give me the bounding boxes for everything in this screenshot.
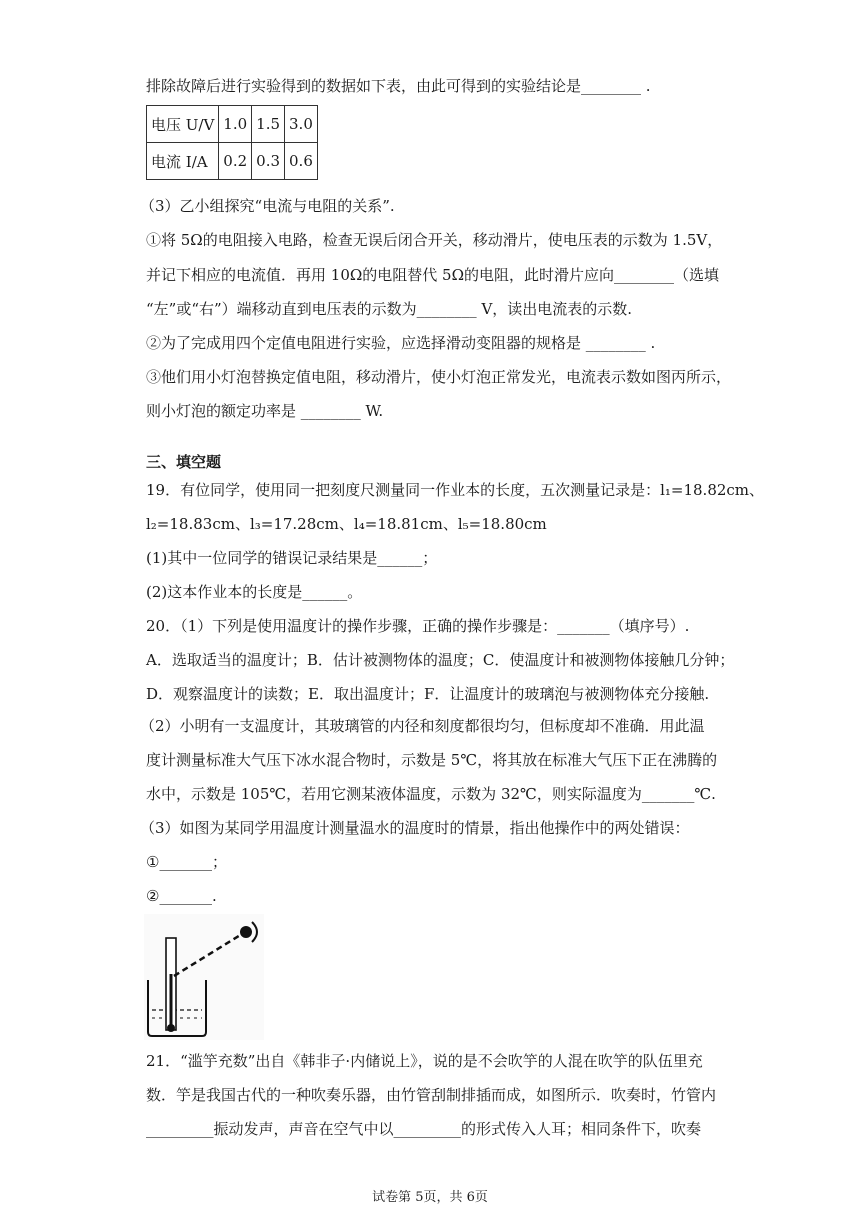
table-cell: 电流 I/A [147, 143, 219, 180]
section-title: 三、填空题 [146, 453, 222, 471]
q18-line: （3）乙小组探究“电流与电阻的关系”. [140, 197, 395, 215]
q21-line: 数．竽是我国古代的一种吹奏乐器，由竹管刮制排插而成，如图所示．吹奏时，竹管内 [146, 1086, 717, 1104]
q20-line: ①_______； [146, 853, 227, 871]
intro-line: 排除故障后进行实验得到的数据如下表，由此可得到的实验结论是________ . [146, 77, 651, 95]
q20-line: （3）如图为某同学用温度计测量温水的温度时的情景，指出他操作中的两处错误： [140, 819, 690, 837]
q20-line: ②_______. [146, 887, 217, 905]
q20-line: A．选取适当的温度计；B．估计被测物体的温度；C．使温度计和被测物体接触几分钟； [146, 651, 735, 669]
q20-line: （2）小明有一支温度计，其玻璃管的内径和刻度都很均匀，但标度却不准确．用此温 [140, 717, 705, 735]
table-cell: 1.5 [252, 106, 285, 143]
q20-line: 度计测量标准大气压下冰水混合物时，示数是 5℃，将其放在标准大气压下正在沸腾的 [146, 751, 718, 769]
eye-icon [240, 926, 252, 938]
thermometer-figure [144, 914, 264, 1040]
q21-line: 21．“滥竽充数”出自《韩非子·内储说上》，说的是不会吹竽的人混在吹竽的队伍里充 [146, 1052, 703, 1070]
q18-line: 并记下相应的电流值．再用 10Ω的电阻替代 5Ω的电阻，此时滑片应向________（选填 [146, 266, 720, 284]
q19-line: (2)这本作业本的长度是______。 [146, 583, 363, 601]
table-cell: 0.6 [285, 143, 318, 180]
q20-line: 水中，示数是 105℃，若用它测某液体温度，示数为 32℃，则实际温度为_______℃. [146, 785, 716, 803]
q19-line: (1)其中一位同学的错误记录结果是______； [146, 549, 438, 567]
q18-line: ③他们用小灯泡替换定值电阻，移动滑片，使小灯泡正常发光，电流表示数如图丙所示， [146, 368, 732, 386]
table-cell: 0.2 [219, 143, 252, 180]
q18-line: “左”或“右”）端移动直到电压表的示数为________ V，读出电流表的示数. [146, 300, 633, 318]
table-row [147, 143, 318, 180]
thermometer-bulb [167, 1024, 175, 1032]
q21-line: _________振动发声，声音在空气中以_________的形式传入人耳；相同条件下，吹奏 [146, 1120, 702, 1138]
table-row [147, 106, 318, 143]
data-table [146, 105, 318, 180]
q19-line: 19．有位同学，使用同一把刻度尺测量同一作业本的长度，五次测量记录是：l₁=18.82cm、 [146, 481, 765, 499]
q20-line: D．观察温度计的读数；E．取出温度计；F．让温度计的玻璃泡与被测物体充分接触. [146, 685, 710, 703]
q19-line: l₂=18.83cm、l₃=17.28cm、l₄=18.81cm、l₅=18.80cm [146, 515, 547, 533]
table-cell: 1.0 [219, 106, 252, 143]
q18-line: ②为了完成用四个定值电阻进行实验，应选择滑动变阻器的规格是 ________ . [146, 334, 656, 352]
table-cell: 3.0 [285, 106, 318, 143]
table-cell: 0.3 [252, 143, 285, 180]
page-footer: 试卷第 5页，共 6页 [372, 1190, 488, 1205]
q18-line: ①将 5Ω的电阻接入电路，检查无误后闭合开关，移动滑片，使电压表的示数为 1.5V， [146, 231, 723, 249]
q20-line: 20．（1）下列是使用温度计的操作步骤，正确的操作步骤是：_______（填序号）. [146, 617, 690, 635]
q18-line: 则小灯泡的额定功率是 ________ W. [146, 402, 384, 420]
table-cell: 电压 U/V [147, 106, 219, 143]
